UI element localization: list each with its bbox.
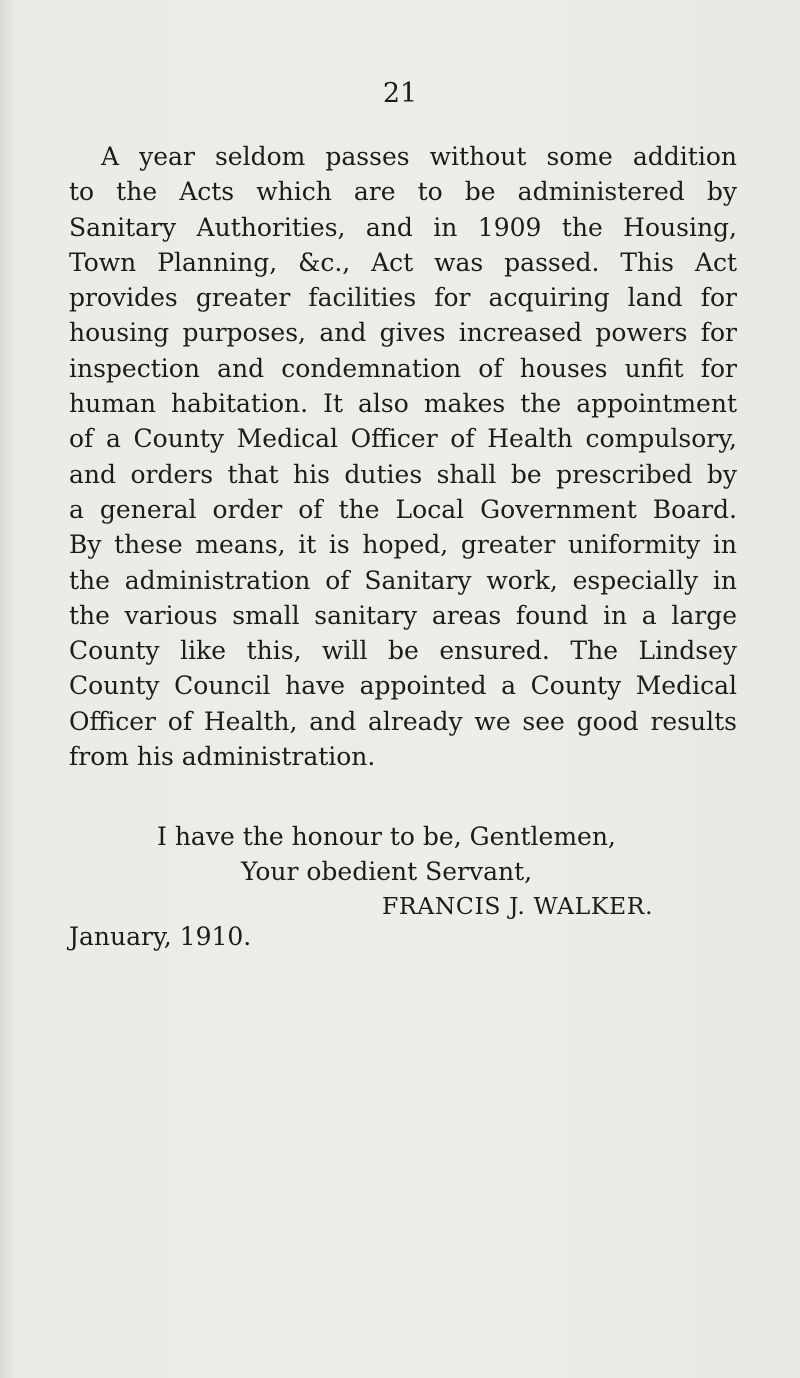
closing-salutation: I have the honour to be, Gentlemen, (157, 822, 616, 851)
paragraph-line: inspection and condemnation of houses unfit for (69, 353, 737, 383)
paragraph-line: By these means, it is hoped, greater uniformity in (69, 530, 737, 560)
paragraph-line: the administration of Sanitary work, especially in (69, 565, 737, 595)
paragraph-line: County Council have appointed a County Medical (69, 671, 737, 701)
paragraph-line: and orders that his duties shall be prescribed by (69, 459, 737, 489)
paragraph-line: Officer of Health, and already we see good results (69, 706, 737, 736)
paragraph-line: provides greater facilities for acquiring land for (69, 283, 737, 313)
paragraph-line: A year seldom passes without some addition (101, 142, 737, 171)
paragraph-line: human habitation. It also makes the appointment (69, 389, 737, 419)
paragraph-line: housing purposes, and gives increased powers for (69, 318, 737, 348)
paragraph-line: to the Acts which are to be administered by (69, 177, 737, 207)
page-number: 21 (382, 78, 418, 109)
signature-name: FRANCIS J. WALKER. (382, 892, 654, 920)
report-paragraph (69, 139, 737, 774)
closing-valediction: Your obedient Servant, (241, 857, 533, 886)
paragraph-line: a general order of the Local Government Board. (69, 494, 737, 524)
paragraph-line: of a County Medical Officer of Health compulsory, (69, 424, 737, 454)
paragraph-line: Sanitary Authorities, and in 1909 the Housing, (69, 212, 737, 242)
paragraph-line: the various small sanitary areas found in a large (69, 600, 737, 630)
paragraph-line: Town Planning, &c., Act was passed. This Act (69, 247, 737, 277)
paragraph-line: County like this, will be ensured. The Lindsey (69, 636, 737, 666)
paragraph-line: from his administration. (69, 742, 376, 772)
letter-date: January, 1910. (69, 922, 252, 951)
